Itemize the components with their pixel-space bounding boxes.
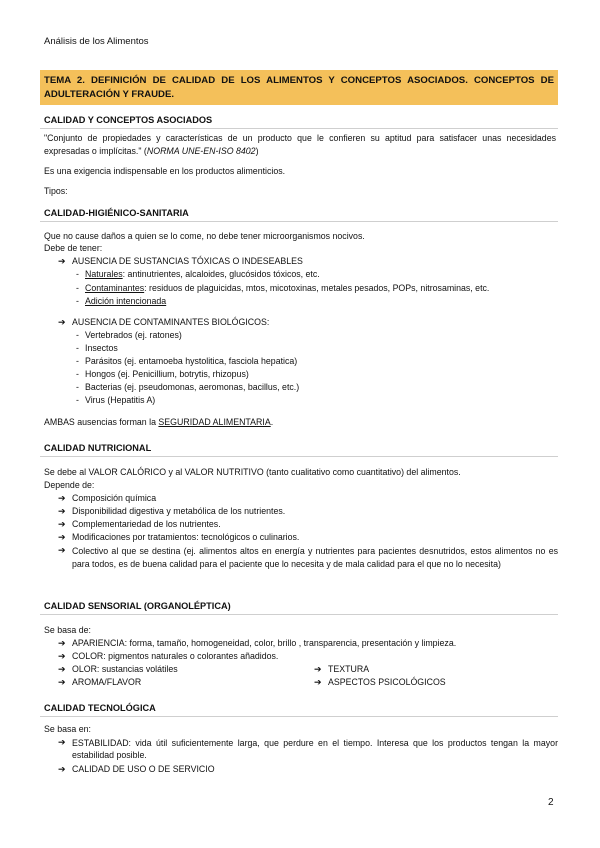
arrow-icon: ➔	[58, 532, 66, 542]
section-heading-sensorial: CALIDAD SENSORIAL (ORGANOLÉPTICA)	[44, 601, 231, 611]
list-item-sensorial: ➔ COLOR: pigmentos naturales o colorantes añadidos.	[58, 651, 279, 661]
nutricional-intro: Se debe al VALOR CALÓRICO y al VALOR NUTRITIVO (tanto cualitativo como cuantitativo) del alimentos.	[44, 467, 461, 477]
arrow-icon: ➔	[58, 506, 66, 516]
arrow-icon: ➔	[58, 317, 66, 327]
sub-item-naturales: - Naturales: antinutrientes, alcaloides, glucósidos tóxicos, etc.	[76, 269, 320, 279]
sub-item-contaminantes: - Contaminantes: residuos de plaguicidas, mtos, micotoxinas, metales pesados, POPs, nitrosaminas, etc.	[76, 283, 490, 293]
sub-item-adicion: - Adición intencionada	[76, 296, 167, 306]
list-item-sensorial: ➔ OLOR: sustancias volátiles	[58, 664, 178, 674]
section-heading-nutricional: CALIDAD NUTRICIONAL	[44, 443, 152, 453]
list-item-nutricional: ➔ Modificaciones por tratamientos: tecnológicos o culinarios.	[58, 532, 300, 542]
running-header: Análisis de los Alimentos	[44, 36, 149, 47]
list-item-sensorial: ➔ AROMA/FLAVOR	[58, 677, 142, 687]
section-divider	[40, 221, 558, 222]
section-heading-calidad: CALIDAD Y CONCEPTOS ASOCIADOS	[44, 115, 213, 125]
ambas-text: AMBAS ausencias forman la SEGURIDAD ALIMENTARIA.	[44, 417, 274, 427]
arrow-icon: ➔	[58, 519, 66, 529]
section-heading-higienico: CALIDAD-HIGIÉNICO-SANITARIA	[44, 208, 189, 218]
basa-label: Se basa de:	[44, 625, 91, 635]
list-item-sensorial: ➔ ASPECTOS PSICOLÓGICOS	[314, 677, 446, 687]
definition-paragraph	[44, 132, 556, 157]
sub-item-biologico: - Hongos (ej. Penicillium, botrytis, rhizopus)	[76, 369, 249, 379]
list-item-nutricional: ➔ Complementariedad de los nutrientes.	[58, 519, 221, 529]
norma-reference: NORMA UNE-EN-ISO 8402	[146, 145, 256, 156]
list-item-nutricional: ➔ Disponibilidad digestiva y metabólica de los nutrientes.	[58, 506, 286, 516]
section-heading-tecnologica: CALIDAD TECNOLÓGICA	[44, 703, 156, 713]
tipos-label: Tipos:	[44, 186, 68, 196]
list-item-uso: ➔ CALIDAD DE USO O DE SERVICIO	[58, 764, 215, 774]
list-item-toxicas: ➔ AUSENCIA DE SUSTANCIAS TÓXICAS O INDESEABLES	[58, 256, 303, 266]
list-item-sensorial: ➔ TEXTURA	[314, 664, 370, 674]
arrow-icon: ➔	[58, 493, 66, 503]
sub-item-biologico: - Virus (Hepatitis A)	[76, 395, 156, 405]
basa-en-label: Se basa en:	[44, 724, 91, 734]
section-divider	[40, 614, 558, 615]
sub-item-biologico: - Vertebrados (ej. ratones)	[76, 330, 182, 340]
arrow-icon: ➔	[58, 677, 66, 687]
arrow-icon: ➔	[58, 256, 66, 266]
sub-item-biologico: - Parásitos (ej. entamoeba hystolitica, fasciola hepatica)	[76, 356, 298, 366]
section-divider	[40, 456, 558, 457]
sub-item-biologico: - Bacterias (ej. pseudomonas, aeromonas, bacillus, etc.)	[76, 382, 300, 392]
list-item-nutricional: ➔ Composición química	[58, 493, 157, 503]
seguridad-alimentaria-term: SEGURIDAD ALIMENTARIA	[158, 417, 271, 427]
list-item-sensorial: ➔ APARIENCIA: forma, tamaño, homogeneidad, color, brillo , transparencia, presentación y limpieza.	[58, 638, 457, 648]
arrow-icon: ➔	[58, 664, 66, 674]
sub-item-biologico: - Insectos	[76, 343, 118, 353]
list-item-biologicos: ➔ AUSENCIA DE CONTAMINANTES BIOLÓGICOS:	[58, 317, 270, 327]
list-item-colectivo: ➔ Colectivo al que se destina (ej. alimentos altos en energía y nutrientes para pacientes desnutridos, estos alimentos no es para todos, es de buena calidad para el paciente que lo necesita y de mala calidad para el que no lo necesita)	[58, 545, 558, 569]
arrow-icon: ➔	[314, 677, 322, 687]
arrow-icon: ➔	[58, 545, 66, 555]
topic-banner	[40, 70, 558, 105]
arrow-icon: ➔	[58, 764, 66, 774]
arrow-icon: ➔	[58, 737, 66, 747]
list-item-estabilidad: ➔ ESTABILIDAD: vida útil suficientemente larga, que perdure en el tiempo. Interesa que los productos tengan la mayor estabilidad posible.	[58, 737, 558, 760]
debe-label: Debe de tener:	[44, 243, 103, 253]
arrow-icon: ➔	[314, 664, 322, 674]
definition-end: )	[255, 145, 259, 156]
definition-text: "Conjunto de propiedades y características de un producto que le confieren su aptitud para satisfacer unas necesidades expresadas o implícitas." (	[44, 133, 556, 156]
page-number: 2	[548, 797, 554, 808]
section-divider	[40, 716, 558, 717]
higienico-intro: Que no cause daños a quien se lo come, no debe tener microorganismos nocivos.	[44, 231, 365, 241]
section-divider	[40, 128, 558, 129]
exigencia-text: Es una exigencia indispensable en los productos alimenticios.	[44, 166, 286, 176]
arrow-icon: ➔	[58, 651, 66, 661]
topic-title: TEMA 2. DEFINICIÓN DE CALIDAD DE LOS ALIMENTOS Y CONCEPTOS ASOCIADOS. CONCEPTOS DE ADULTERACIÓN Y FRAUDE.	[44, 75, 554, 100]
depende-label: Depende de:	[44, 480, 95, 490]
arrow-icon: ➔	[58, 638, 66, 648]
